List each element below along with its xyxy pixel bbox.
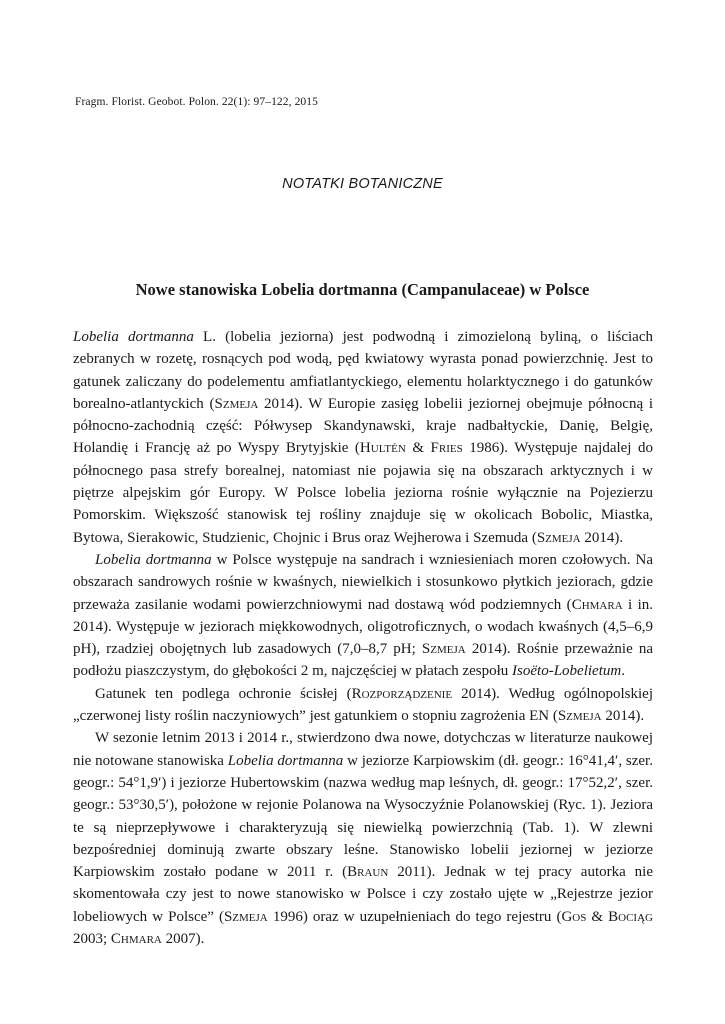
text-run: 2003;	[73, 931, 111, 948]
text-run: 2007).	[161, 931, 205, 948]
italic-term: Lobelia dortmanna	[227, 752, 344, 769]
text-run: 2014). W Europie zasięg lobelii jeziornej obejmuje północną i północno-zachodnią część: Półwysep Skandynawski, kraje nadbałtyckie, Danię, Belgię, Holandię i Francję aż po Wyspy Brytyjskie (	[73, 395, 653, 457]
citation-author: Chmara	[110, 931, 162, 948]
text-run: 1996) oraz w uzupełnieniach do tego rejestru (	[267, 908, 562, 925]
citation-author: Szmeja	[421, 641, 466, 658]
text-run: L. (lobelia jeziorna) jest podwodną i zimozieloną byliną, o liściach zebranych w rozetę, rosnących pod wodą, pęd kwiatowy wyrasta ponad powierzchnię. Jest to gatunek zaliczany do podelementu amfiatlantyckiego, elementu holarktycznego i do gatunków borealno-atlantyckich (	[73, 329, 653, 412]
citation-author: Chmara	[571, 596, 623, 613]
text-run: &	[586, 908, 609, 925]
citation-author: Gos	[561, 908, 587, 925]
paragraph-3	[73, 683, 653, 728]
paragraph-2	[73, 549, 653, 683]
citation-author: Szmeja	[557, 708, 602, 725]
paragraph-1	[73, 326, 653, 549]
article-body	[73, 326, 653, 950]
text-run: .	[621, 663, 625, 680]
text-run: w jeziorze Karpiowskim (dł. geogr.: 16°41,4′, szer. geogr.: 54°1,9′) i jeziorze Hubertowskim (nazwa według map leśnych, dł. geogr.: 17°52,2′, szer. geogr.: 53°30,5′), położone w rejonie Polanowa na Wysoczyźnie Polanowskiej (Ryc. 1). Jeziora te są nieprzepływowe i charakteryzują się niewielką powierzchnią (Tab. 1). W zlewni bezpośredniej dominują zwarte obszary leśne. Stanowisko lobelii jeziornej w jeziorze Karpiowskim zostało podane w 2011 r. (	[73, 752, 653, 881]
text-run: 2014). Według ogólnopolskiej „czerwonej listy roślin naczyniowych” jest gatunkiem o stopniu zagrożenia EN (	[73, 685, 653, 725]
text-run: W sezonie letnim 2013 i 2014 r., stwierdzono dwa nowe, dotychczas w literaturze naukowej nie notowane stanowiska	[73, 730, 653, 769]
citation-author: Szmeja	[536, 529, 581, 546]
italic-term: Lobelia dortmanna	[73, 329, 194, 345]
citation-author: Braun	[347, 864, 389, 881]
citation-author: Hultén	[359, 440, 406, 457]
text-run: w Polsce występuje na sandrach i wzniesieniach moren czołowych. Na obszarach sandrowych rośnie w kwaśnych, niewielkich i stosunkowo płytkich jeziorach, gdzie przeważa zasilanie wodami powierzchniowymi nad dostawą wód podziemnych (	[73, 551, 653, 613]
text-run: &	[405, 440, 431, 457]
journal-reference: Fragm. Florist. Geobot. Polon. 22(1): 97–122, 2015	[75, 96, 318, 108]
citation-author: Szmeja	[214, 395, 259, 412]
text-run: 2014).	[580, 529, 624, 546]
article-title: Nowe stanowiska Lobelia dortmanna (Campanulaceae) w Polsce	[135, 280, 590, 299]
citation-author: Rozporządzenie	[351, 685, 453, 702]
text-run: Gatunek ten podlega ochronie ścisłej (	[95, 685, 352, 702]
citation-author: Fries	[430, 440, 463, 457]
text-run: 1986). Występuje najdalej do północnego pasa strefy borealnej, natomiast nie pojawia się na obszarach arktycznych i w piętrze alpejskim gór Europy. W Polsce lobelia jeziorna rośnie wyłącznie na Pojezierzu Pomorskim. Większość stanowisk tej rośliny znajduje się w okolicach Bobolic, Miastka, Bytowa, Sierakowic, Studzienic, Chojnic i Brus oraz Wejherowa i Szemuda (	[73, 440, 653, 546]
text-run: i in. 2014). Występuje w jeziorach miękkowodnych, oligotroficznych, o wodach kwaśnych (4,5–6,9 pH), rzadziej obojętnych lub zasadowych (7,0–8,7 pH;	[73, 596, 653, 658]
text-run: 2011). Jednak w tej pracy autorka nie skomentowała czy jest to nowe stanowisko w Polsce i czy zostało ujęte w „Rejestrze jezior lobeliowych w Polsce” (	[73, 864, 654, 925]
section-heading: NOTATKI BOTANICZNE	[282, 176, 443, 192]
italic-term: Lobelia dortmanna	[95, 551, 212, 568]
citation-author: Szmeja	[223, 908, 268, 925]
text-run: 2014).	[601, 708, 645, 725]
italic-term: Isoëto-Lobelietum	[512, 663, 622, 680]
paragraph-4	[73, 727, 653, 950]
text-run: 2014). Rośnie przeważnie na podłożu piaszczystym, do głębokości 2 m, najczęściej w płatach zespołu	[73, 641, 654, 680]
citation-author: Bociąg	[608, 908, 653, 925]
